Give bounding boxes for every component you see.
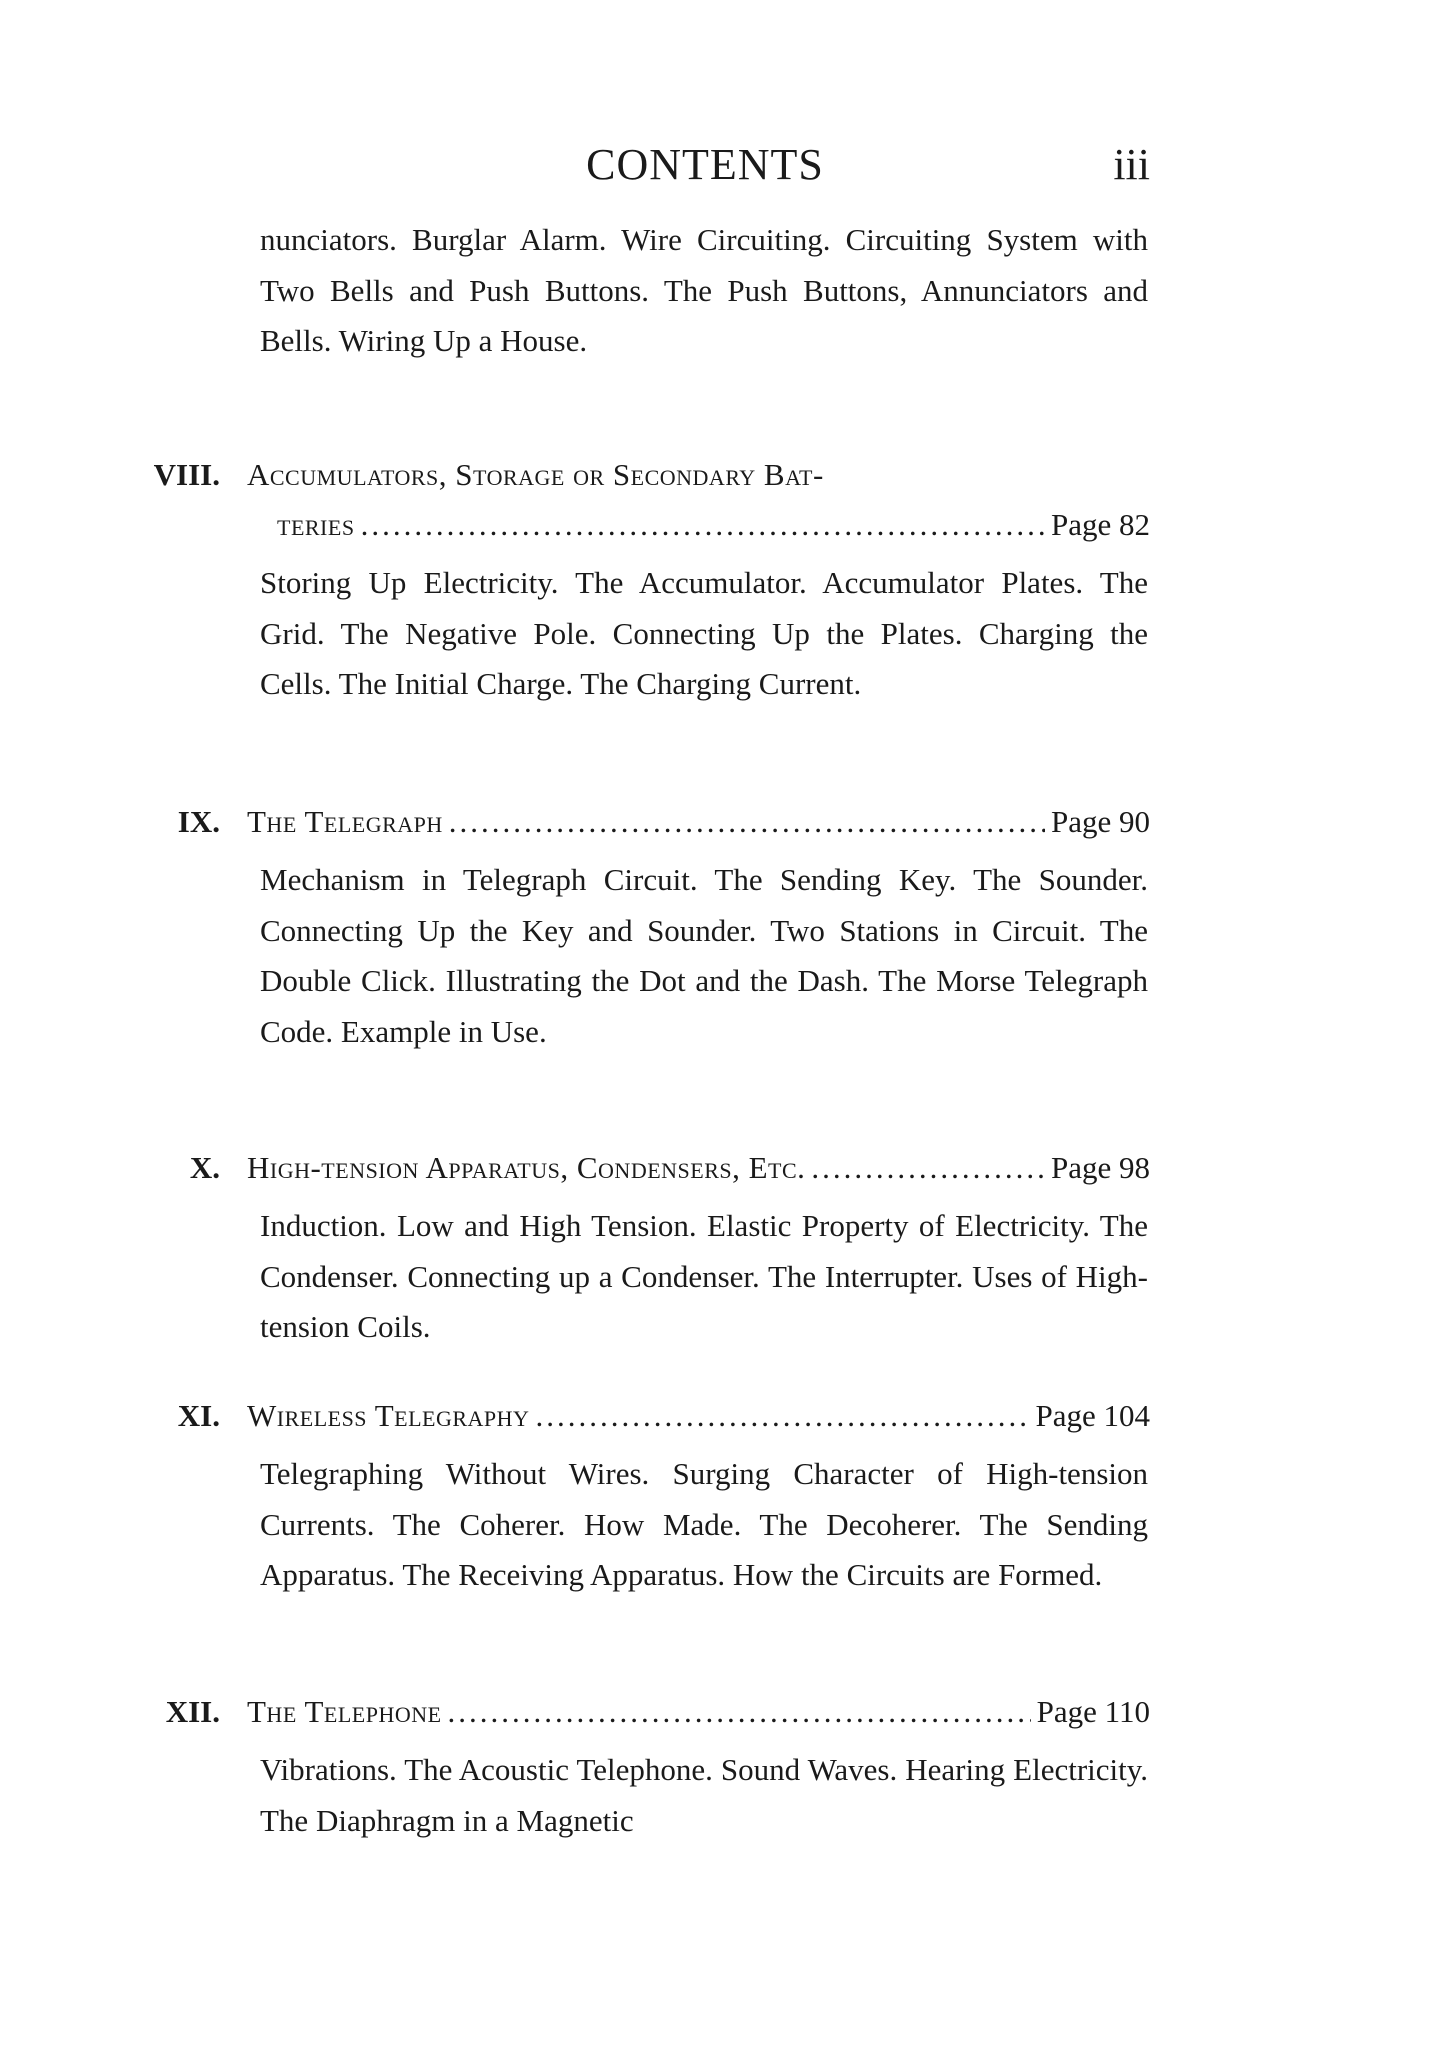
chapter-number: XI. bbox=[177, 1398, 220, 1433]
chapter-title: The Telegraph bbox=[247, 804, 443, 839]
chapter-number: X. bbox=[189, 1150, 220, 1185]
chapter-heading bbox=[247, 1143, 1150, 1193]
chapter-number: VIII. bbox=[153, 457, 220, 492]
chapter-title: The Telephone bbox=[247, 1694, 442, 1729]
chapter-summary: Vibrations. The Acoustic Telephone. Sound Waves. Hearing Electricity. The Diaphragm in a Magnetic bbox=[260, 1752, 1148, 1838]
dot-leader bbox=[811, 1143, 1045, 1193]
chapter-number: IX. bbox=[177, 804, 220, 839]
dot-leader bbox=[361, 500, 1045, 550]
chapter-heading bbox=[247, 1391, 1150, 1441]
page-title: CONTENTS bbox=[586, 140, 824, 189]
running-head bbox=[260, 138, 1150, 192]
dot-leader bbox=[535, 1391, 1029, 1441]
dot-leader bbox=[449, 797, 1045, 847]
chapter-page-ref: Page 98 bbox=[1050, 1150, 1150, 1185]
chapter-summary: Induction. Low and High Tension. Elastic Property of Electricity. The Condenser. Connecting up a Condenser. The Interrupter. Uses of High-tension Coils. bbox=[260, 1208, 1148, 1344]
chapter-heading bbox=[247, 1687, 1150, 1737]
continuation-paragraph: nunciators. Burglar Alarm. Wire Circuiting. Circuiting System with Two Bells and Push Buttons. The Push Buttons, Annunciators and Bells. Wiring Up a House. bbox=[260, 222, 1148, 358]
chapter-page-ref: Page 82 bbox=[1050, 507, 1150, 542]
chapter-heading bbox=[247, 450, 1150, 500]
chapter-summary: Telegraphing Without Wires. Surging Character of High-tension Currents. The Coherer. How Made. The Decoherer. The Sending Apparatus. The Receiving Apparatus. How the Circuits are Formed. bbox=[260, 1456, 1148, 1592]
chapter-heading-continued bbox=[247, 500, 1150, 550]
page-number: iii bbox=[1113, 140, 1150, 189]
chapter-title: Wireless Telegraphy bbox=[247, 1398, 530, 1433]
dot-leader bbox=[448, 1687, 1031, 1737]
chapter-heading bbox=[247, 797, 1150, 847]
chapter-page-ref: Page 90 bbox=[1050, 804, 1150, 839]
chapter-summary: Mechanism in Telegraph Circuit. The Sending Key. The Sounder. Connecting Up the Key and Sounder. Two Stations in Circuit. The Double Click. Illustrating the Dot and the Dash. The Morse Telegraph Code. Example in Use. bbox=[260, 862, 1148, 1049]
chapter-page-ref: Page 110 bbox=[1036, 1694, 1150, 1729]
chapter-title: Accumulators, Storage or Secondary Bat- bbox=[247, 457, 824, 492]
chapter-title: High-tension Apparatus, Condensers, Etc. bbox=[247, 1150, 806, 1185]
chapter-title-continued: teries bbox=[277, 507, 355, 542]
chapter-number: XII. bbox=[165, 1694, 220, 1729]
chapter-summary: Storing Up Electricity. The Accumulator. Accumulator Plates. The Grid. The Negative Pole. Connecting Up the Plates. Charging the Cells. The Initial Charge. The Charging Current. bbox=[260, 565, 1148, 701]
chapter-page-ref: Page 104 bbox=[1035, 1398, 1150, 1433]
